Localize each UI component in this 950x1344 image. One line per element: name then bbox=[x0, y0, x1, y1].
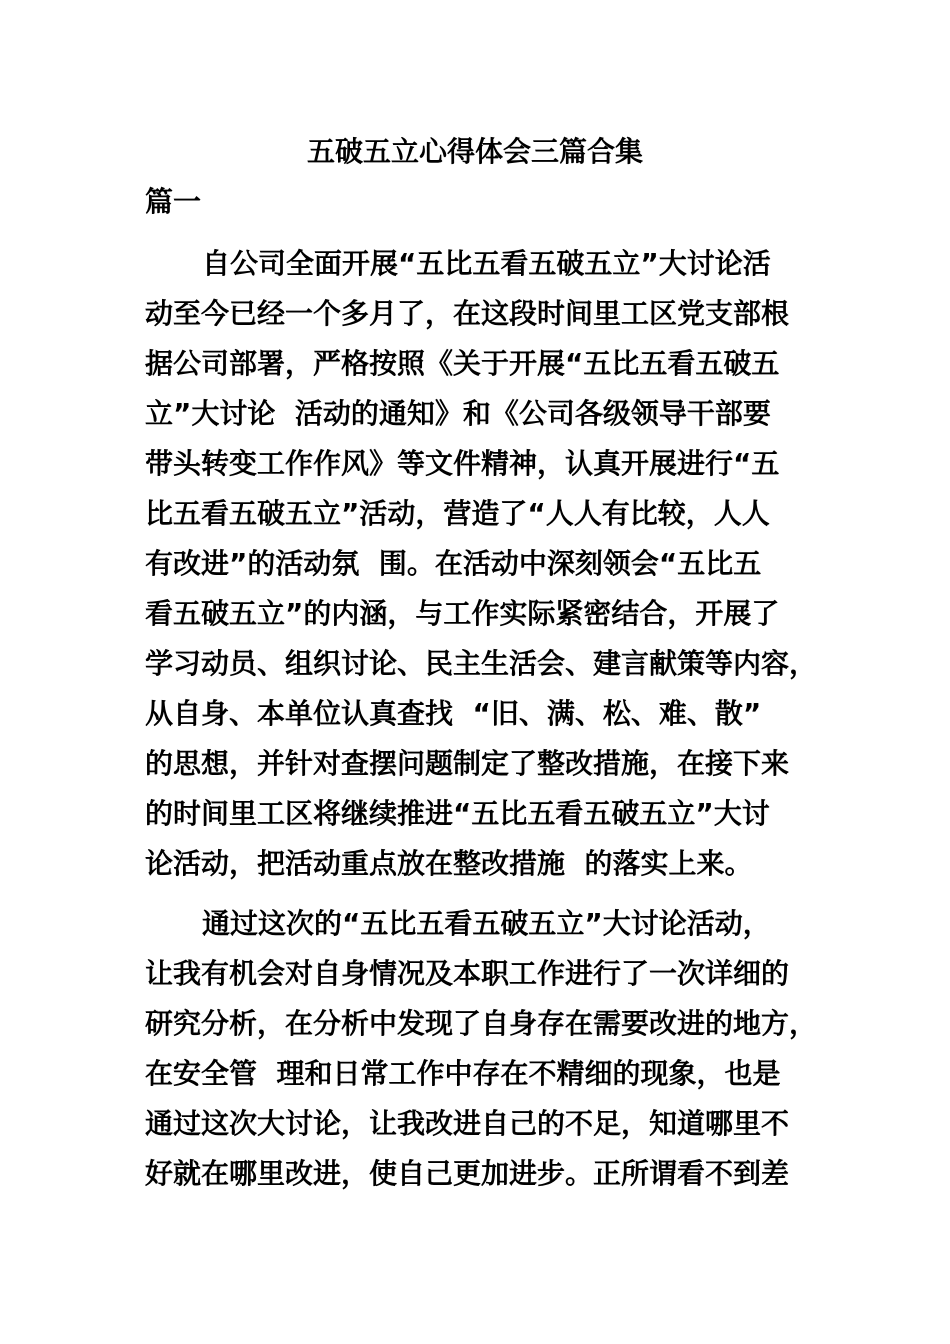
paragraph-line: 好就在哪里改进，使自己更加进步。正所谓看不到差 bbox=[145, 1157, 790, 1190]
paragraph-line: 立”大讨论 活动的通知》和《公司各级领导干部要 bbox=[145, 397, 771, 430]
paragraph-line: 从自身、本单位认真查找 “旧、满、松、难、散” bbox=[145, 697, 762, 730]
paragraph-line: 论活动，把活动重点放在整改措施 的落实上来。 bbox=[145, 847, 753, 880]
section-heading: 篇一 bbox=[145, 185, 202, 218]
paragraph-line: 据公司部署，严格按照《关于开展“五比五看五破五 bbox=[145, 347, 780, 380]
paragraph-line: 比五看五破五立”活动，营造了“人人有比较，人人 bbox=[145, 497, 770, 530]
paragraph-line: 有改进”的活动氛 围。在活动中深刻领会“五比五 bbox=[145, 547, 762, 580]
paragraph-line: 动至今已经一个多月了，在这段时间里工区党支部根 bbox=[145, 297, 790, 330]
paragraph-line: 学习动员、组织讨论、民主生活会、建言献策等内容， bbox=[145, 647, 818, 680]
document-title: 五破五立心得体会三篇合集 bbox=[306, 135, 643, 168]
paragraph-line: 在安全管 理和日常工作中存在不精细的现象，也是 bbox=[145, 1057, 781, 1090]
paragraph-line: 自公司全面开展“五比五看五破五立”大讨论活 bbox=[202, 247, 771, 280]
paragraph-line: 通过这次的“五比五看五破五立”大讨论活动， bbox=[202, 907, 771, 940]
paragraph-line: 带头转变工作作风》等文件精神，认真开展进行“五 bbox=[145, 447, 780, 480]
paragraph-line: 看五破五立”的内涵，与工作实际紧密结合，开展了 bbox=[145, 597, 780, 630]
paragraph-line: 的思想，并针对查摆问题制定了整改措施，在接下来 bbox=[145, 747, 790, 780]
paragraph-line: 让我有机会对自身情况及本职工作进行了一次详细的 bbox=[145, 957, 790, 990]
paragraph-line: 通过这次大讨论，让我改进自己的不足，知道哪里不 bbox=[145, 1107, 790, 1140]
paragraph-line: 的时间里工区将继续推进“五比五看五破五立”大讨 bbox=[145, 797, 770, 830]
paragraph-line: 研究分析，在分析中发现了自身存在需要改进的地方， bbox=[145, 1007, 818, 1040]
